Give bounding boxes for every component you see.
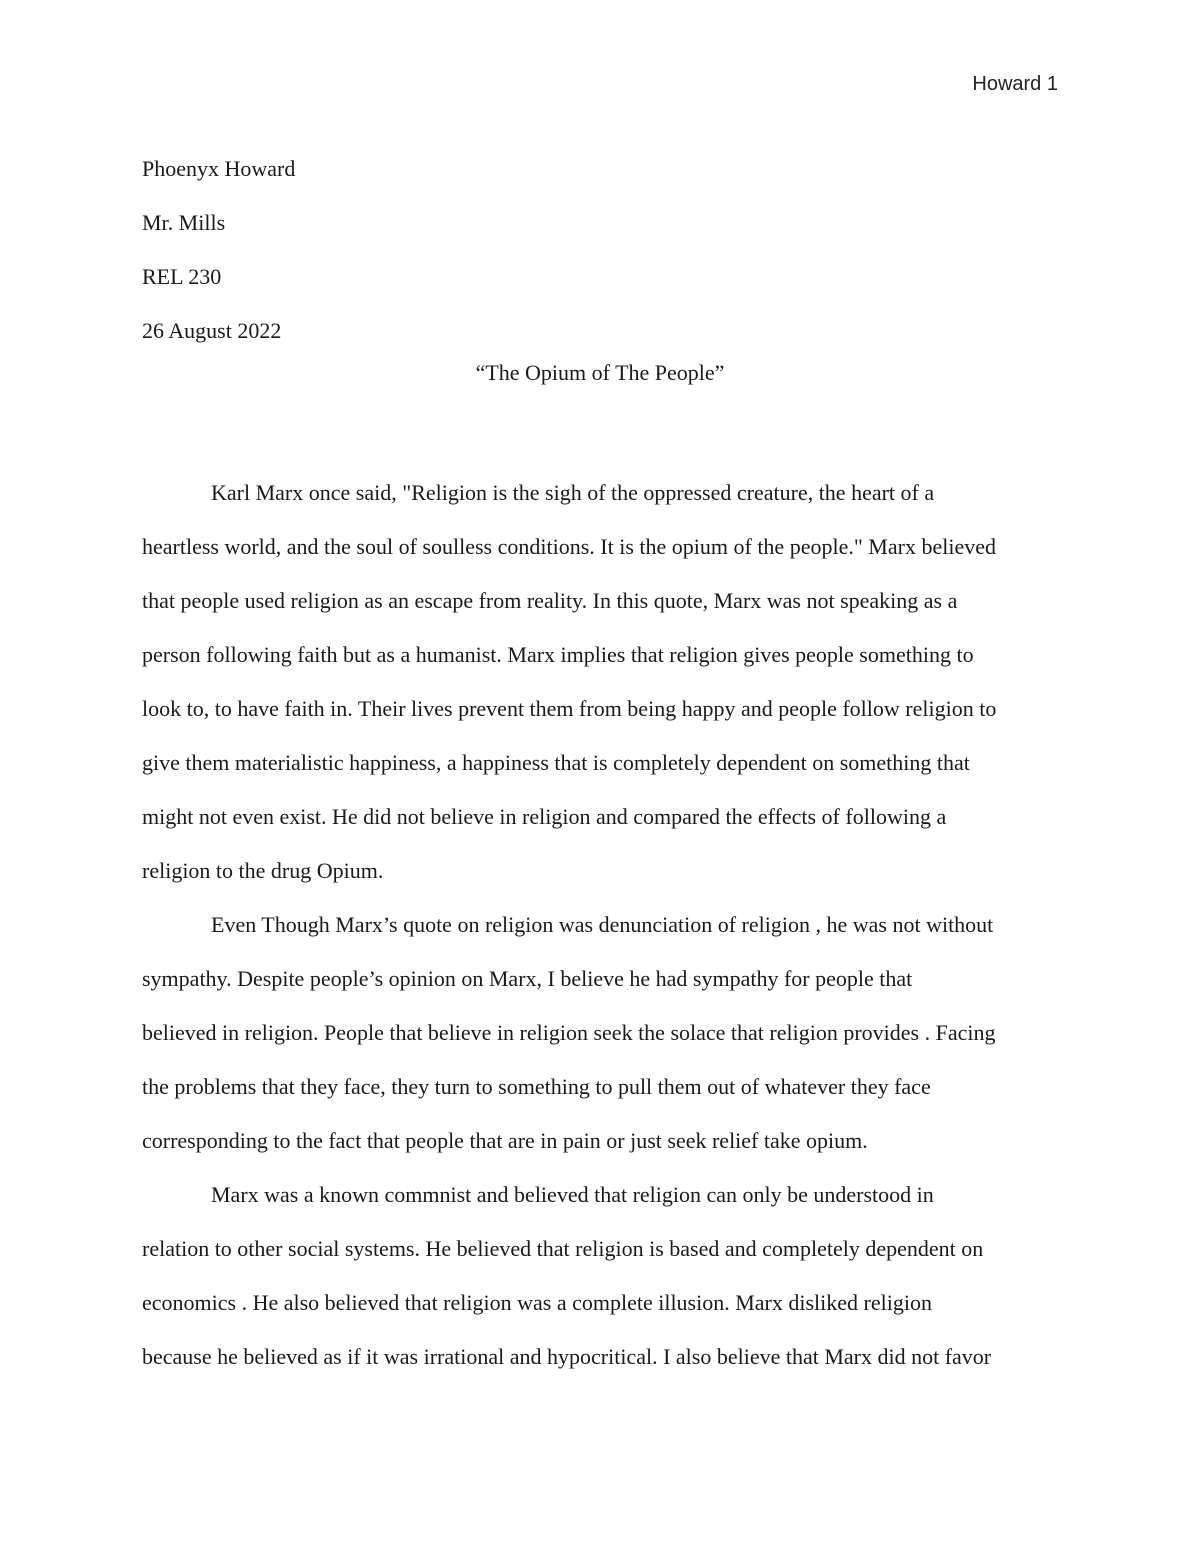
paragraph-line: look to, to have faith in. Their lives prevent them from being happy and people follow religion to <box>142 696 997 721</box>
course-name: REL 230 <box>142 264 222 289</box>
author-name: Phoenyx Howard <box>142 156 296 181</box>
paragraph-line: heartless world, and the soul of soulless conditions. It is the opium of the people." Marx believed <box>142 534 996 559</box>
paragraph <box>142 898 1058 1168</box>
paragraph-line: corresponding to the fact that people that are in pain or just seek relief take opium. <box>142 1128 868 1153</box>
paragraph-line: sympathy. Despite people’s opinion on Marx, I believe he had sympathy for people that <box>142 966 913 991</box>
running-head: Howard 1 <box>972 73 1058 95</box>
paragraph-line: because he believed as if it was irrational and hypocritical. I also believe that Marx did not favor <box>142 1344 992 1369</box>
mla-header <box>142 142 1058 358</box>
essay-title: “The Opium of The People” <box>475 360 725 385</box>
paragraph-line: might not even exist. He did not believe in religion and compared the effects of following a <box>142 804 947 829</box>
paragraph-line: person following faith but as a humanist. Marx implies that religion gives people something to <box>142 642 974 667</box>
paragraph-line: believed in religion. People that believe in religion seek the solace that religion provides . Facing <box>142 1020 996 1045</box>
paragraph-line: Marx was a known commnist and believed that religion can only be understood in <box>211 1182 934 1207</box>
paragraph-line: the problems that they face, they turn to something to pull them out of whatever they face <box>142 1074 931 1099</box>
paragraph-line: Even Though Marx’s quote on religion was denunciation of religion , he was not without <box>211 912 994 937</box>
paragraph-line: give them materialistic happiness, a happiness that is completely dependent on something that <box>142 750 970 775</box>
paragraph-line: relation to other social systems. He believed that religion is based and completely dependent on <box>142 1236 984 1261</box>
paragraph <box>142 1168 1058 1384</box>
essay-body <box>142 466 1058 1384</box>
paragraph-line: Karl Marx once said, "Religion is the sigh of the oppressed creature, the heart of a <box>211 480 935 505</box>
paragraph <box>142 466 1058 898</box>
instructor-name: Mr. Mills <box>142 210 226 235</box>
essay-date: 26 August 2022 <box>142 318 282 343</box>
paragraph-line: that people used religion as an escape from reality. In this quote, Marx was not speaking as a <box>142 588 958 613</box>
paragraph-line: religion to the drug Opium. <box>142 858 384 883</box>
paragraph-line: economics . He also believed that religion was a complete illusion. Marx disliked religion <box>142 1290 932 1315</box>
